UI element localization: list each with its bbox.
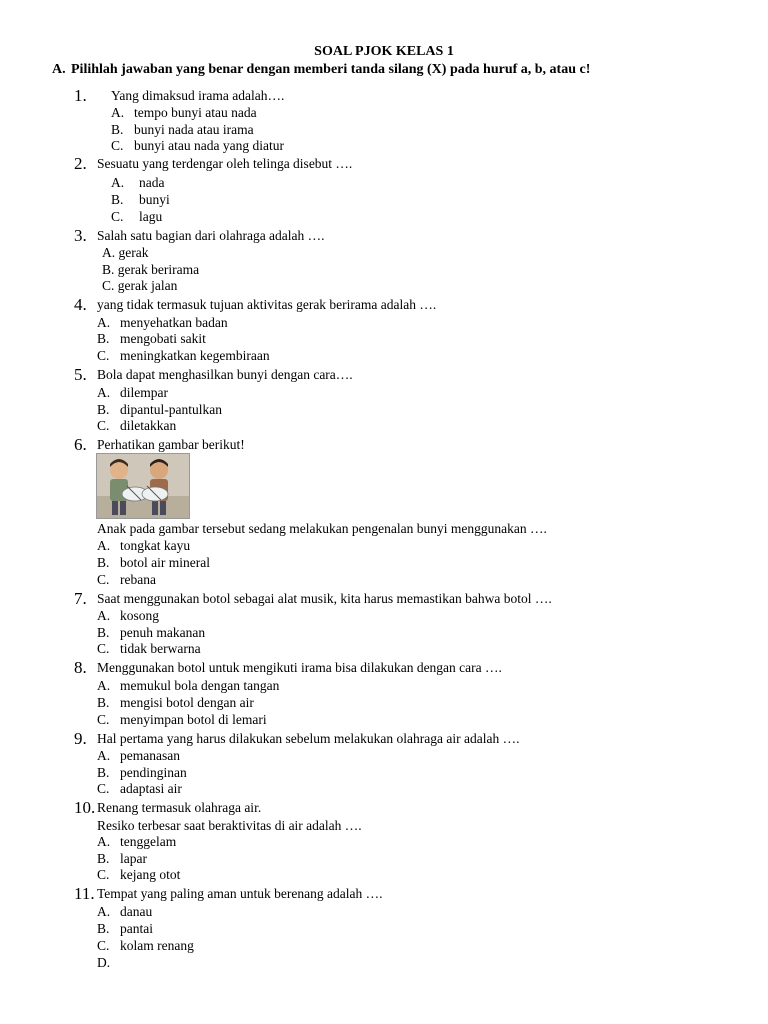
question-6-number: 6. — [74, 435, 87, 454]
question-11-text: Tempat yang paling aman untuk berenang adalah …. — [97, 886, 383, 901]
question-10-text-2: Resiko terbesar saat beraktivitas di air adalah …. — [97, 818, 362, 833]
question-5-option-a: A. dilempar — [97, 385, 168, 400]
question-4-text: yang tidak termasuk tujuan aktivitas gerak berirama adalah …. — [97, 297, 437, 312]
question-8-text: Menggunakan botol untuk mengikuti irama bisa dilakukan dengan cara …. — [97, 660, 502, 675]
question-11-number: 11. — [74, 884, 95, 903]
question-2-option-a: A. nada — [111, 175, 165, 190]
question-1-number: 1. — [74, 86, 87, 105]
question-4-number: 4. — [74, 295, 87, 314]
question-5-option-b: B. dipantul-pantulkan — [97, 402, 222, 417]
question-1-option-a: A. tempo bunyi atau nada — [111, 105, 257, 120]
question-4-option-c: C. meningkatkan kegembiraan — [97, 348, 270, 363]
question-6-illustration — [96, 453, 190, 519]
question-7-text: Saat menggunakan botol sebagai alat musik, kita harus memastikan bahwa botol …. — [97, 591, 552, 606]
section-instruction — [52, 62, 590, 78]
question-9-option-c: C. adaptasi air — [97, 781, 182, 796]
question-8-option-a: A. memukul bola dengan tangan — [97, 678, 280, 693]
question-9-option-b: B. pendinginan — [97, 765, 187, 780]
question-5-number: 5. — [74, 365, 87, 384]
question-11-option-d: D. — [97, 955, 111, 970]
question-9-text: Hal pertama yang harus dilakukan sebelum melakukan olahraga air adalah …. — [97, 731, 520, 746]
section-instruction-text: Pilihlah jawaban yang benar dengan memberi tanda silang (X) pada huruf a, b, atau c! — [71, 62, 591, 77]
question-3-option-c: C. gerak jalan — [102, 278, 178, 293]
section-label: A. — [52, 62, 66, 77]
question-1-text: Yang dimaksud irama adalah…. — [111, 88, 285, 103]
question-6-option-c: C. rebana — [97, 572, 156, 587]
question-3-text: Salah satu bagian dari olahraga adalah …. — [97, 228, 325, 243]
question-10-number: 10. — [74, 798, 96, 817]
question-6-text-2: Anak pada gambar tersebut sedang melakukan pengenalan bunyi menggunakan …. — [97, 521, 547, 536]
question-3-option-a: A. gerak — [102, 245, 149, 260]
question-1-option-b: B. bunyi nada atau irama — [111, 122, 254, 137]
question-11-option-b: B. pantai — [97, 921, 153, 936]
question-8-number: 8. — [74, 658, 87, 677]
question-7-option-c: C. tidak berwarna — [97, 641, 201, 656]
question-7-option-b: B. penuh makanan — [97, 625, 206, 640]
question-6-option-b: B. botol air mineral — [97, 555, 210, 570]
question-11-option-a: A. danau — [97, 904, 153, 919]
question-10-option-b: B. lapar — [97, 851, 147, 866]
question-6-option-a: A. tongkat kayu — [97, 538, 191, 553]
question-9-option-a: A. pemanasan — [97, 748, 180, 763]
question-10-option-a: A. tenggelam — [97, 834, 177, 849]
question-1-option-c: C. bunyi atau nada yang diatur — [111, 138, 284, 153]
question-4-option-b: B. mengobati sakit — [97, 331, 206, 346]
question-8-option-c: C. menyimpan botol di lemari — [97, 712, 267, 727]
question-2-text: Sesuatu yang terdengar oleh telinga disebut …. — [97, 156, 353, 171]
question-10-option-c: C. kejang otot — [97, 867, 181, 882]
question-10-text: Renang termasuk olahraga air. — [97, 800, 262, 815]
question-7-option-a: A. kosong — [97, 608, 160, 623]
question-11-option-c: C. kolam renang — [97, 938, 194, 953]
question-9-number: 9. — [74, 729, 87, 748]
question-2-option-c: C. lagu — [111, 209, 163, 224]
question-5-option-c: C. diletakkan — [97, 418, 177, 433]
question-2-option-b: B. bunyi — [111, 192, 170, 207]
question-7-number: 7. — [74, 589, 87, 608]
question-8-option-b: B. mengisi botol dengan air — [97, 695, 254, 710]
question-6-text: Perhatikan gambar berikut! — [97, 437, 245, 452]
question-3-option-b: B. gerak berirama — [102, 262, 200, 277]
question-5-text: Bola dapat menghasilkan bunyi dengan cara…. — [97, 367, 353, 382]
children-playing-bottles-image — [97, 454, 189, 518]
page-title: SOAL PJOK KELAS 1 — [314, 44, 454, 59]
question-3-number: 3. — [74, 226, 87, 245]
question-4-option-a: A. menyehatkan badan — [97, 315, 228, 330]
question-2-number: 2. — [74, 154, 87, 173]
